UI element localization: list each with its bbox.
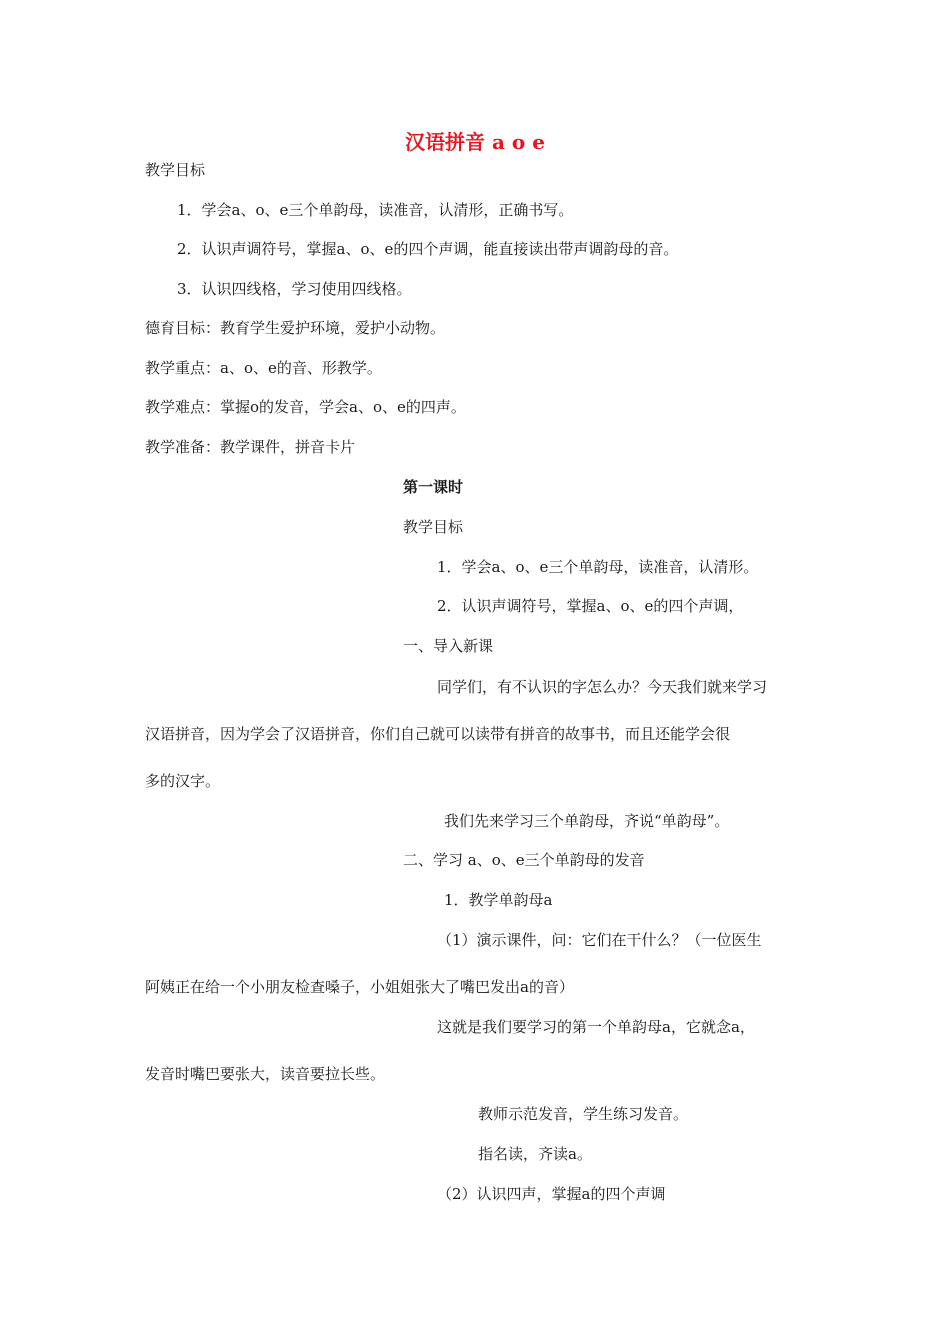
document-title: 汉语拼音 a o e <box>405 130 545 154</box>
section1-paragraph-line-2: 汉语拼音，因为学会了汉语拼音，你们自己就可以读带有拼音的故事书，而且还能学会很 <box>145 725 731 743</box>
step1-line-2: 阿姨正在给一个小朋友检查嗓子，小姐姐张大了嘴巴发出a的音） <box>145 978 574 996</box>
step2-heading: （2）认识四声，掌握a的四个声调 <box>437 1185 666 1203</box>
goal-item-2: 2．认识声调符号，掌握a、o、e的四个声调，能直接读出带声调韵母的音。 <box>177 240 679 258</box>
section2-heading: 二、学习 a、o、e三个单韵母的发音 <box>403 851 645 869</box>
goal-item-3: 3．认识四线格，学习使用四线格。 <box>177 280 412 298</box>
step1-paragraph-4: 指名读，齐读a。 <box>478 1145 592 1163</box>
step1-line-1: （1）演示课件，问：它们在干什么？（一位医生 <box>437 931 762 949</box>
lesson1-goal-2: 2．认识声调符号，掌握a、o、e的四个声调， <box>437 597 744 615</box>
section1-heading: 一、导入新课 <box>403 637 494 655</box>
section1-paragraph-line-1: 同学们，有不认识的字怎么办？今天我们就来学习 <box>437 678 768 696</box>
step1-paragraph-2-line-2: 发音时嘴巴要张大，读音要拉长些。 <box>145 1065 386 1083</box>
key-point: 教学重点：a、o、e的音、形教学。 <box>145 359 382 377</box>
moral-goal: 德育目标：教育学生爱护环境，爱护小动物。 <box>145 319 446 337</box>
teaching-goals-heading: 教学目标 <box>145 161 206 179</box>
lesson1-goal-1: 1．学会a、o、e三个单韵母，读准音，认清形。 <box>437 558 759 576</box>
goal-item-1: 1．学会a、o、e三个单韵母，读准音，认清形，正确书写。 <box>177 201 574 219</box>
difficulty: 教学难点：掌握o的发音，学会a、o、e的四声。 <box>145 398 466 416</box>
preparation: 教学准备：教学课件，拼音卡片 <box>145 438 356 456</box>
step1-paragraph-3: 教师示范发音，学生练习发音。 <box>478 1105 689 1123</box>
lesson1-heading: 第一课时 <box>403 478 464 496</box>
section1-paragraph-2: 我们先来学习三个单韵母，齐说“单韵母”。 <box>444 812 730 830</box>
lesson1-goals-heading: 教学目标 <box>403 518 464 536</box>
sub1-heading: 1．教学单韵母a <box>444 891 553 909</box>
step1-paragraph-2-line-1: 这就是我们要学习的第一个单韵母a，它就念a， <box>437 1018 755 1036</box>
section1-paragraph-line-3: 多的汉字。 <box>145 772 221 790</box>
